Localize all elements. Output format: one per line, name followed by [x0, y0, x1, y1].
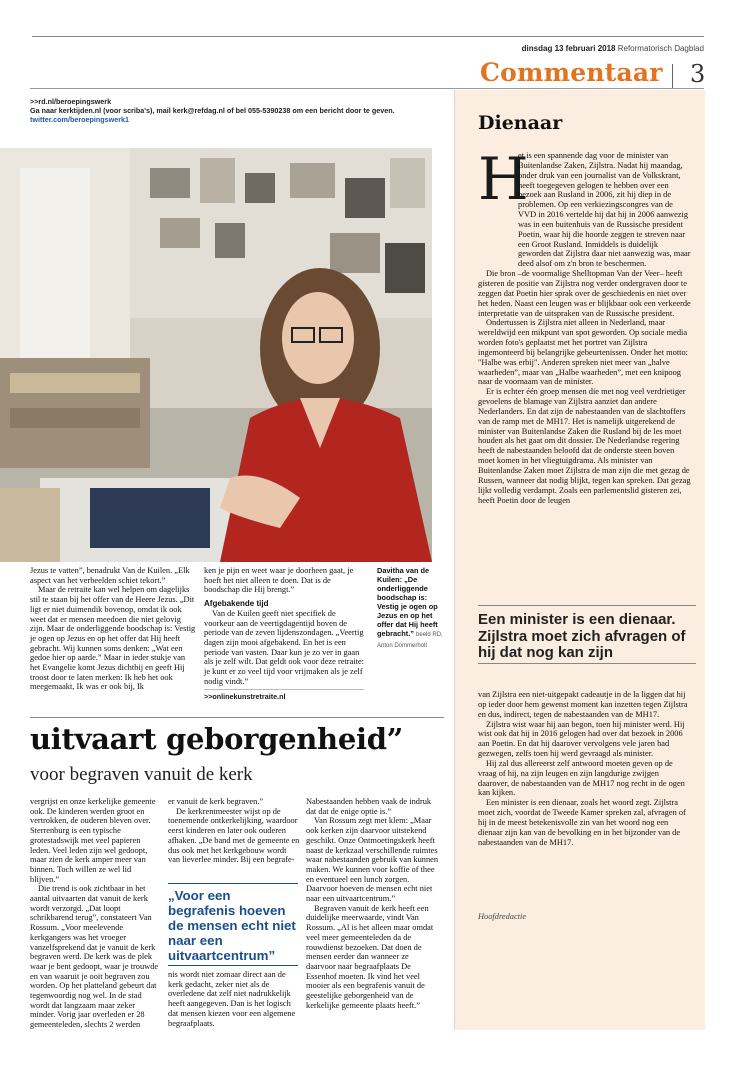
paragraph: Een minister is een dienaar, zoals het woord zegt. Zijlstra moet zich, voordat de Tweede Kamer spreken zal, afvragen of hij in de meest betekenisvolle zin van het woord nog een dienaar zijn kan van de bevolking en in het bijzonder van de nabestaanden van de MH17. [478, 798, 686, 847]
editorial-quote: Een minister is een dienaar. Zijlstra moet zich afvragen of hij dat nog kan zijn [478, 611, 686, 661]
link-twitter[interactable]: twitter.com/beroepingswerk1 [30, 115, 130, 124]
pullquote: „Voor een begrafenis hoeven de mensen echt niet naar een uitvaartcentrum” [168, 888, 296, 963]
woman-at-desk-photo [0, 148, 432, 562]
dateline [522, 44, 704, 53]
editorial-lead: et is een spannende dag voor de minister van Buitenlandse Zaken, Zijlstra. Nadat hij maandag, onder druk van een journalist van de Volkskrant, heeft toegegeven gelogen te hebben over een bezoek aan Rusland in 2006, zit hij diep in de problemen. Op een verkiezingscongres van de VVD in 2016 vertelde hij dat hij in 2006 aanwezig was in een buitenhuis van de Russische president Poetin, waar hij die hoorde zeggen te streven naar een Groot Rusland. Inmiddels is duidelijk geworden dat Zijlstra daar niet aanwezig was, maar deed alsof om z'n bron te beschermen. [518, 151, 691, 269]
section-divider [672, 64, 673, 88]
quote-rule-bottom [478, 663, 696, 664]
article-top-col1 [30, 566, 196, 692]
article-bottom-col2a [168, 797, 300, 865]
paragraph: Die bron –de voormalige Shelltopman Van der Veer– heeft gisteren de positie van Zijlstra nog verder ondergraven door te zeggen dat Poetin hier sprak over de geschiedenis en niet over het heden. Naast een leugen was er blijkbaar ook een verkeerde interpretatie van de uitspraken van de Russische president. [478, 269, 691, 318]
editorial-title: Dienaar [478, 112, 563, 134]
section-title: Commentaar [480, 58, 663, 87]
paragraph: Jezus te vatten”, benadrukt Van de Kuilen. „Elk aspect van het verbeelden schiet tekort.” [30, 566, 190, 585]
paragraph: Van Rossum zegt met klem: „Maar ook kerken zijn daarvoor uitstekend geschikt. Onze Ontmoetingskerk heeft naast de kerkzaal verschillende ruimtes waar nabestaanden gebruik van kunnen maken. We kunnen voor koffie of thee en eventueel een lunch zorgen. Daarvoor hoeven de mensen echt niet naar een uitvaartcentrum.” [306, 816, 439, 904]
contact-line: Ga naar kerktijden.nl (voor scriba's), mail kerk@refdag.nl of bel 055-5390238 om een bericht door te geven. [30, 106, 395, 115]
article-top-col2 [204, 566, 368, 686]
headline-rule [30, 717, 444, 718]
subheading: Afgebakende tijd [204, 599, 269, 609]
paragraph: er vanuit de kerk begraven.” [168, 797, 264, 806]
paragraph: Er is echter één groep mensen die met nog veel verdrietiger gevoelens de blamage van Zijlstra aanziet dan andere Nederlanders. En dat zijn de nabestaanden van de slachtoffers van de ramp met de MH17. Het is namelijk uitgerekend de minister van Buitenlandse Zaken die Rusland bij de les moet houden als het gaat om dit dossier. De Nederlandse regering heeft de nabestaanden beloofd dat de onderste steen boven moet komen in het vliegtuigdrama. Als minister van Buitenlandse Zaken moet Zijlstra de man zijn die met gezag de Russen, wanneer dat nodig blijkt, tegen kan spreken. Dat gezag lijkt volledig verdampt. Zoals een parlementslid gisteren zei, heeft Poetin door de leugen [478, 387, 691, 505]
article-headline: uitvaart geborgenheid” [30, 722, 404, 756]
weblink-rule [204, 689, 364, 690]
date-text: dinsdag 13 februari 2018 [521, 44, 616, 53]
caption-text: Davitha van de Kuilen: „De onderliggende boodschap is: Vestig je ogen op Jezus en op het offer dat Hij heeft gebracht.” [377, 566, 438, 638]
paragraph: Ondertussen is Zijlstra niet alleen in Nederland, maar wereldwijd een mikpunt van spot geworden. Op sociale media worden foto's geplaatst met het portret van Zijlstra ingemonteerd bij belangrijke gebeurtenissen. Onder het motto: "Halbe was erbij". Anderen spreken niet meer van „halve waarheden”, maar van „Halbe waarheden”, met een knipoog naar de voornaam van de minister. [478, 318, 689, 387]
paragraph: Maar de retraite kan wel helpen om dagelijks stil te staan bij het offer van de Heere Jezus. „Dit ligt er niet duimendik bovenop, omdat ik ook weet dat er mensen meedoen die niet gelovig zijn. Maar de onderliggende boodschap is: Vestig je ogen op Jezus en op het offer dat Hij heeft gebracht. Wij kunnen soms denken: „Wat een gedoe hier op aarde.” Maar in ieder stukje van het Evangelie komt Jezus dichtbij en geeft Hij troost door te laten merken: Ik heb het ook meegemaakt, Ik was er ook bij, Ik [30, 585, 196, 692]
paragraph: Van de Kuilen geeft niet specifiek de voorkeur aan de veertigdagentijd boven de periode van de zeven lijdenszondagen. „Veertig dagen zijn mooi afgebakend. En het is een periode van vasten. Daar kun je zo ver in gaan als je zelf wilt. Dat geldt ook voor deze retraite: je kunt er zo veel tijd voor vrijmaken als je zelf nodig vindt.” [204, 608, 364, 686]
links-block [30, 97, 440, 124]
article-bottom-col1 [30, 797, 162, 1030]
editorial-signature: Hoofdredactie [478, 912, 527, 921]
paragraph: De kerkrentmeester wijst op de toenemende ontkerkelijking, waardoor eerst kinderen en later ook ouderen afhaken. „De band met de gemeente en dus ook met het kerkgebouw wordt van lieverlee minder. Bij een begrafe- [168, 806, 300, 865]
editorial-body [478, 145, 692, 505]
paragraph: nis wordt niet zomaar direct aan de kerk gedacht, zeker niet als de overledene dat zelf niet nadrukkelijk heeft aangegeven. Dan is het logisch dat mensen kiezen voor een algemene begraafplaats. [168, 970, 296, 1028]
article-bottom-col2b [168, 970, 300, 1028]
paragraph: Zijlstra wist waar hij aan begon, toen hij minister werd. Hij wist ook dat hij in 2016 gelogen had over dat bezoek in 2006 aan Poetin. En dat hij daarover vervolgens vele jaren had gezwegen, zelfs toen hij werd gevraagd als minister. [478, 719, 685, 759]
link-beroepingswerk[interactable]: >>rd.nl/beroepingswerk [30, 97, 112, 106]
photo-caption [377, 566, 443, 651]
editorial-dropcap: H [478, 145, 529, 213]
paper-name: Reformatorisch Dagblad [617, 44, 704, 53]
paragraph: Hij zal dus allereerst zelf antwoord moeten geven op de vraag of hij, na zijn leugen en zijn langdurige zwijgen daarover, de nabestaanden van de MH17 nog recht in de ogen kan kijken. [478, 758, 685, 798]
article-bottom-col3 [306, 797, 440, 1010]
header-rule [30, 88, 704, 89]
paragraph: vergrijst en onze kerkelijke gemeente ook. De kinderen werden groot en vertrokken, de ouderen bleven over. Sterrenburg is een typische grotestadswijk met veel papieren leden. Veel leden zijn wel gedoopt, maar zien de kerk amper meer van binnen. Toch willen ze wel lid blijven.” [30, 797, 156, 884]
quote-rule-top [478, 605, 696, 606]
paragraph: ken je pijn en weet waar je doorheen gaat, je hoeft het niet alleen te doen. Dat is de boodschap die Hij brengt.” [204, 566, 354, 595]
article-subheadline: voor begraven vanuit de kerk [30, 764, 253, 785]
editorial-body-2 [478, 690, 692, 848]
paragraph: Nabestaanden hebben vaak de indruk dat dat de enige optie is.” [306, 797, 432, 816]
pullquote-rule-bottom [168, 965, 298, 966]
paragraph: Die trend is ook zichtbaar in het aantal uitvaarten dat vanuit de kerk wordt verzorgd. „Dat loopt schrikbarend terug”, constateert Van Rossum. „Voor meelevende kerkgangers was het vroeger vanzelfsprekend dat je vanuit de kerk begraven werd. De kerk was de plek waar je bent gedoopt, waar je trouwde en van waaruit je ooit begraven zou worden. Op het platteland gebeurt dat tegenwoordig nog wel. In de stad wordt dat langzaam maar zeker minder. Vorig jaar overleden er 28 gemeenteleden, slechts 2 werden [30, 884, 159, 1030]
paragraph: Begraven vanuit de kerk heeft een duidelijke meerwaarde, vindt Van Rossum. „Al is het alleen maar omdat veel meer gemeenteleden da de rouwdienst bezoeken. Dat doen de mensen eerder dan wanneer ze daarvoor naar begraafplaats De Essenhof moeten. Ik vind het veel mooier als een begrafenis vanuit de geestelijke geborgenheid van de kerkelijke gemeente plaats heeft.” [306, 903, 434, 1010]
pullquote-rule-top [168, 883, 298, 884]
page-number: 3 [690, 60, 706, 88]
paragraph: van Zijlstra een niet-uitgepakt cadeautje in de la liggen dat hij op ieder door hem gewenst moment kan inzetten tegen Zijlstra en dus, indirect, tegen de nabestaanden van de MH17. [478, 690, 688, 719]
link-onlinekunstretraite[interactable]: >>onlinekunstretraite.nl [204, 692, 286, 701]
photo-credit: beeld RD, Anton Dommerholt [377, 632, 443, 649]
top-rule [32, 36, 704, 37]
